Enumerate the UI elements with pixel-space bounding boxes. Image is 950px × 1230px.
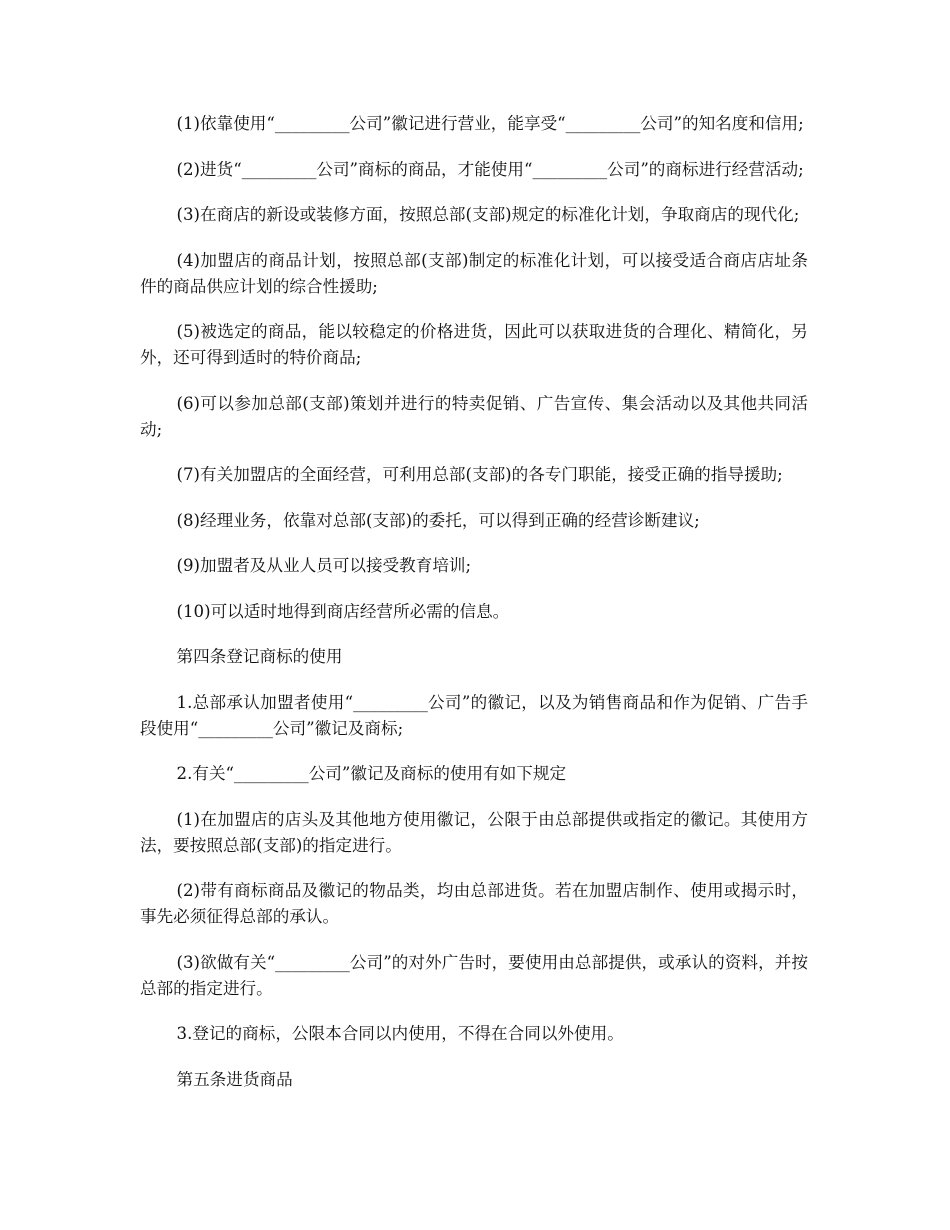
clause-item-2: (2)进货“_________公司”商标的商品，才能使用“_________公司”的商标进行经营活动; (176, 159, 804, 179)
clause-item-10: (10)可以适时地得到商店经营所必需的信息。 (176, 601, 510, 621)
clause-item-7: (7)有关加盟店的全面经营，可利用总部(支部)的各专门职能，接受正确的指导援助; (176, 465, 783, 484)
article-4-subitem-3: (3)欲做有关“_________公司”的对外广告时，要使用由总部提供，或承认的资料，并按总部的指定进行。 (140, 952, 808, 998)
section-heading-article-5: 第五条进货商品 (176, 1069, 293, 1089)
article-4-item-3: 3.登记的商标，公限本合同以内使用，不得在合同以外使用。 (176, 1024, 624, 1043)
clause-item-5: (5)被选定的商品，能以较稳定的价格进货，因此可以获取进货的合理化、精简化，另外，还可得到适时的特价商品; (140, 322, 808, 367)
clause-item-6: (6)可以参加总部(支部)策划并进行的特卖促销、广告宣传、集会活动以及其他共同活动; (140, 393, 808, 439)
clause-item-9: (9)加盟者及从业人员可以接受教育培训; (176, 556, 472, 575)
clause-item-1: (1)依靠使用“_________公司”徽记进行营业，能享受“_________公司”的知名度和信用; (176, 114, 804, 133)
section-heading-article-4: 第四条登记商标的使用 (176, 647, 343, 666)
clause-item-4: (4)加盟店的商品计划，按照总部(支部)制定的标准化计划，可以接受适合商店店址条件的商品供应计划的综合性援助; (140, 250, 808, 296)
article-4-item-1: 1.总部承认加盟者使用“_________公司”的徽记，以及为销售商品和作为促销、广告手段使用“_________公司”徽记及商标; (140, 692, 808, 738)
article-4-subitem-2: (2)带有商标商品及徽记的物品类，均由总部进货。若在加盟店制作、使用或揭示时，事先必须征得总部的承认。 (140, 881, 808, 926)
article-4-subitem-1: (1)在加盟店的店头及其他地方使用徽记，公限于由总部提供或指定的徽记。其使用方法，要按照总部(支部)的指定进行。 (140, 809, 808, 855)
clause-item-3: (3)在商店的新设或装修方面，按照总部(支部)规定的标准化计划，争取商店的现代化; (176, 205, 800, 224)
document-body (140, 111, 808, 1112)
clause-item-8: (8)经理业务，依靠对总部(支部)的委托，可以得到正确的经营诊断建议; (176, 510, 700, 530)
article-4-item-2: 2.有关“_________公司”徽记及商标的使用有如下规定 (176, 764, 567, 783)
